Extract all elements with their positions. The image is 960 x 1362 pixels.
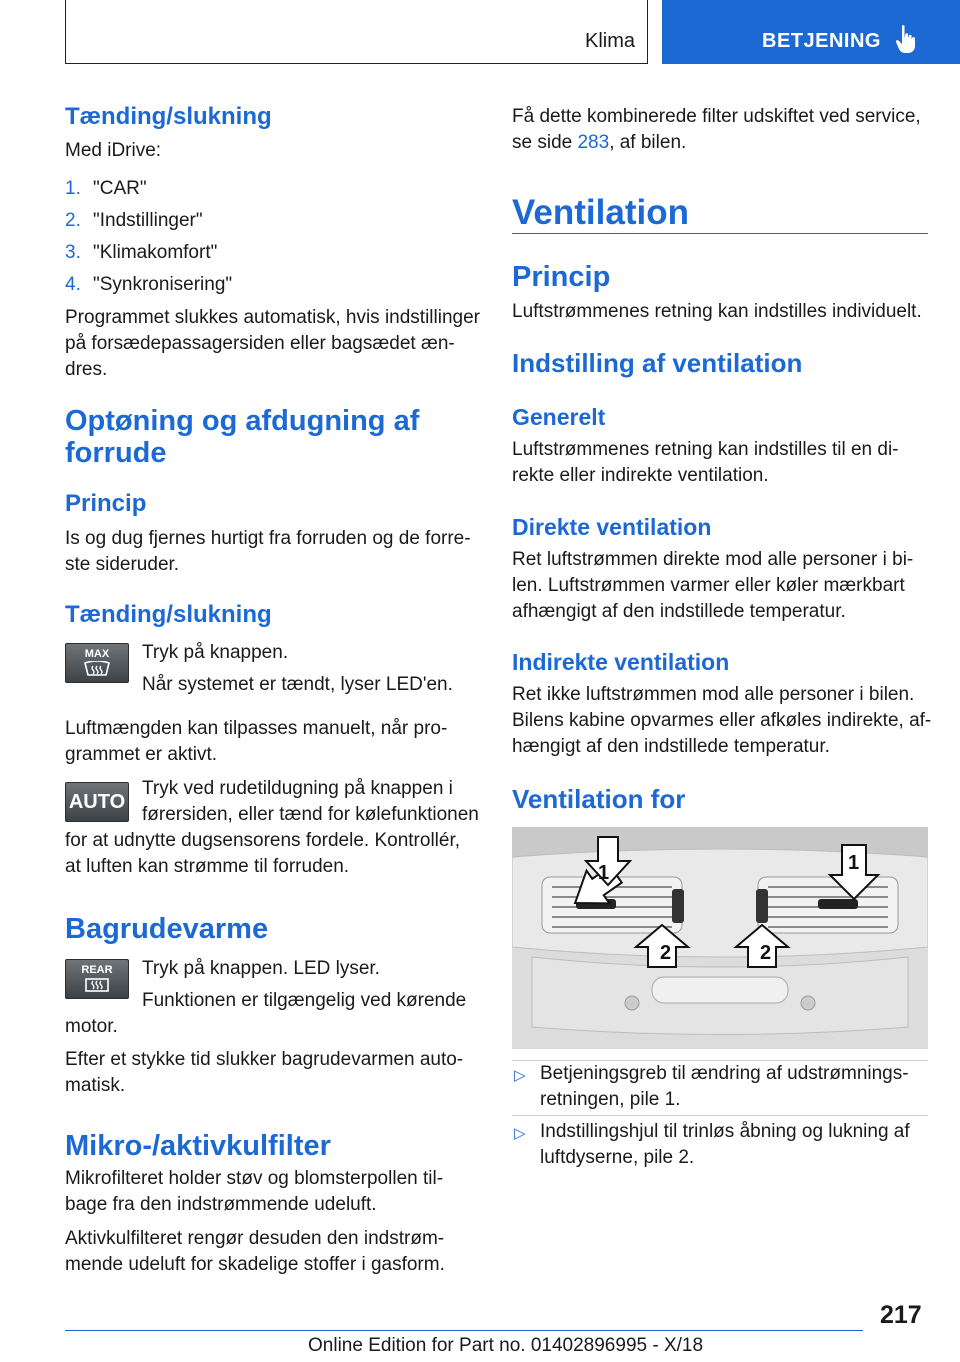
indirekte-paragraph: Ret ikke luftstrømmen mod alle personer i bilen. Bilens kabine opvarmes eller afkøles indirekte, af‐ hængigt af den indstillede temperatur. (512, 684, 932, 757)
heading-mikro: Mikro-/aktivkulfilter (65, 1130, 331, 1162)
page-number: 217 (880, 1301, 922, 1329)
list-item: 3. "Klimakomfort" (65, 242, 218, 263)
aktiv-paragraph: Aktivkulfilteret rengør desuden den indstrøm‐ mende udeluft for skadelige stoffer i gasform. (65, 1228, 445, 1275)
list-item: 4. "Synkronisering" (65, 274, 233, 295)
heading-taending-slukning: Tænding/slukning (65, 103, 272, 130)
auto-paragraph-indented: Tryk ved rudetildugning på knappen i førersiden, eller tænd for kølefunktionen (142, 778, 479, 825)
bullet-arrow-icon: ▷ (514, 1125, 526, 1142)
heading-optoning: Optøning og afdugning af forrude (65, 405, 420, 469)
heading-princip-left: Princip (65, 490, 147, 517)
auto-button-image: AUTO (65, 782, 129, 822)
arrow-label-2-left: 2 (660, 942, 672, 964)
heading-indstilling: Indstilling af ventilation (512, 348, 803, 378)
bullet-divider (512, 1115, 928, 1116)
efter-paragraph: Efter et stykke tid slukker bagrudevarmen auto‐ matisk. (65, 1049, 464, 1096)
header-chapter: Klima (584, 30, 635, 52)
bullet-arrow-icon: ▷ (514, 1067, 526, 1084)
heading-taending-slukning-2: Tænding/slukning (65, 601, 272, 628)
fa-paragraph: Få dette kombinerede filter udskiftet ved service, se side 283, af bilen. (512, 106, 921, 153)
footer-edition: Online Edition for Part no. 01402896995 - X/18 (308, 1335, 704, 1356)
heading-princip-right: Princip (512, 261, 611, 293)
auto-paragraph-full: for at udnytte dugsensorens fordele. Kontrollér, at luften kan strømme til forruden. (65, 830, 461, 877)
heading-bagrudevarme: Bagrudevarme (65, 913, 269, 945)
bag-funk-line2: motor. (65, 1016, 118, 1037)
arrow-label-2-right: 2 (760, 942, 772, 964)
bag-funk-line1: Funktionen er tilgængelig ved kørende (142, 990, 467, 1011)
bullet-item-1: Betjeningsgreb til ændring af udstrømnings‐ retningen, pile 1. (540, 1063, 909, 1110)
heading-rule (512, 233, 928, 234)
heading-direkte: Direkte ventilation (512, 514, 712, 540)
heading-ventilation: Ventilation (512, 193, 689, 232)
med-idrive-text: Med iDrive: (65, 140, 162, 161)
arrow-label-1-left: 1 (598, 862, 610, 884)
air-vent-figure (512, 827, 928, 1049)
page-link-283[interactable]: 283 (577, 132, 610, 153)
heading-ventilation-for: Ventilation for (512, 784, 686, 814)
tryk-text-1: Tryk på knappen. (142, 642, 289, 663)
idrive-steps-list (65, 173, 485, 301)
pointing-hand-icon (895, 24, 921, 54)
mikro-paragraph: Mikrofilteret holder støv og blomsterpollen til‐ bage fra den indstrømmende udeluft. (65, 1168, 444, 1215)
list-item: 1. "CAR" (65, 178, 147, 199)
arrow-label-1-right: 1 (848, 852, 860, 874)
princip-text: Luftstrømmenes retning kan indstilles individuelt. (512, 301, 922, 322)
footer-rule (65, 1330, 863, 1331)
header-left-box (65, 0, 648, 64)
heading-indirekte: Indirekte ventilation (512, 649, 730, 675)
heading-generelt: Generelt (512, 404, 606, 430)
program-paragraph: Programmet slukkes automatisk, hvis indstillinger på forsædepassagersiden eller bagsædet æn‐ dres. (65, 307, 480, 380)
header-section-label: BETJENING (762, 30, 881, 52)
max-defrost-button-image: MAX (65, 643, 129, 683)
direkte-paragraph: Ret luftstrømmen direkte mod alle personer i bi‐ len. Luftstrømmen varmer eller køler mærkbart afhængigt af den indstillede temperatur. (512, 549, 914, 622)
list-item: 2. "Indstillinger" (65, 210, 203, 231)
generelt-paragraph: Luftstrømmenes retning kan indstilles til en di‐ rekte eller indirekte ventilation. (512, 439, 899, 486)
is-paragraph: Is og dug fjernes hurtigt fra forruden og de forre‐ ste sideruder. (65, 528, 471, 575)
rear-defrost-icon (82, 977, 112, 993)
rear-defrost-button-image: REAR (65, 959, 129, 999)
bag-tryk-text: Tryk på knappen. LED lyser. (142, 958, 380, 979)
bullet-item-2: Indstillingshjul til trinløs åbning og lukning af luftdyserne, pile 2. (540, 1121, 910, 1168)
naar-text: Når systemet er tændt, lyser LED'en. (142, 674, 453, 695)
front-defrost-icon (82, 661, 112, 677)
luft-paragraph: Luftmængden kan tilpasses manuelt, når pro‐ grammet er aktivt. (65, 718, 448, 765)
